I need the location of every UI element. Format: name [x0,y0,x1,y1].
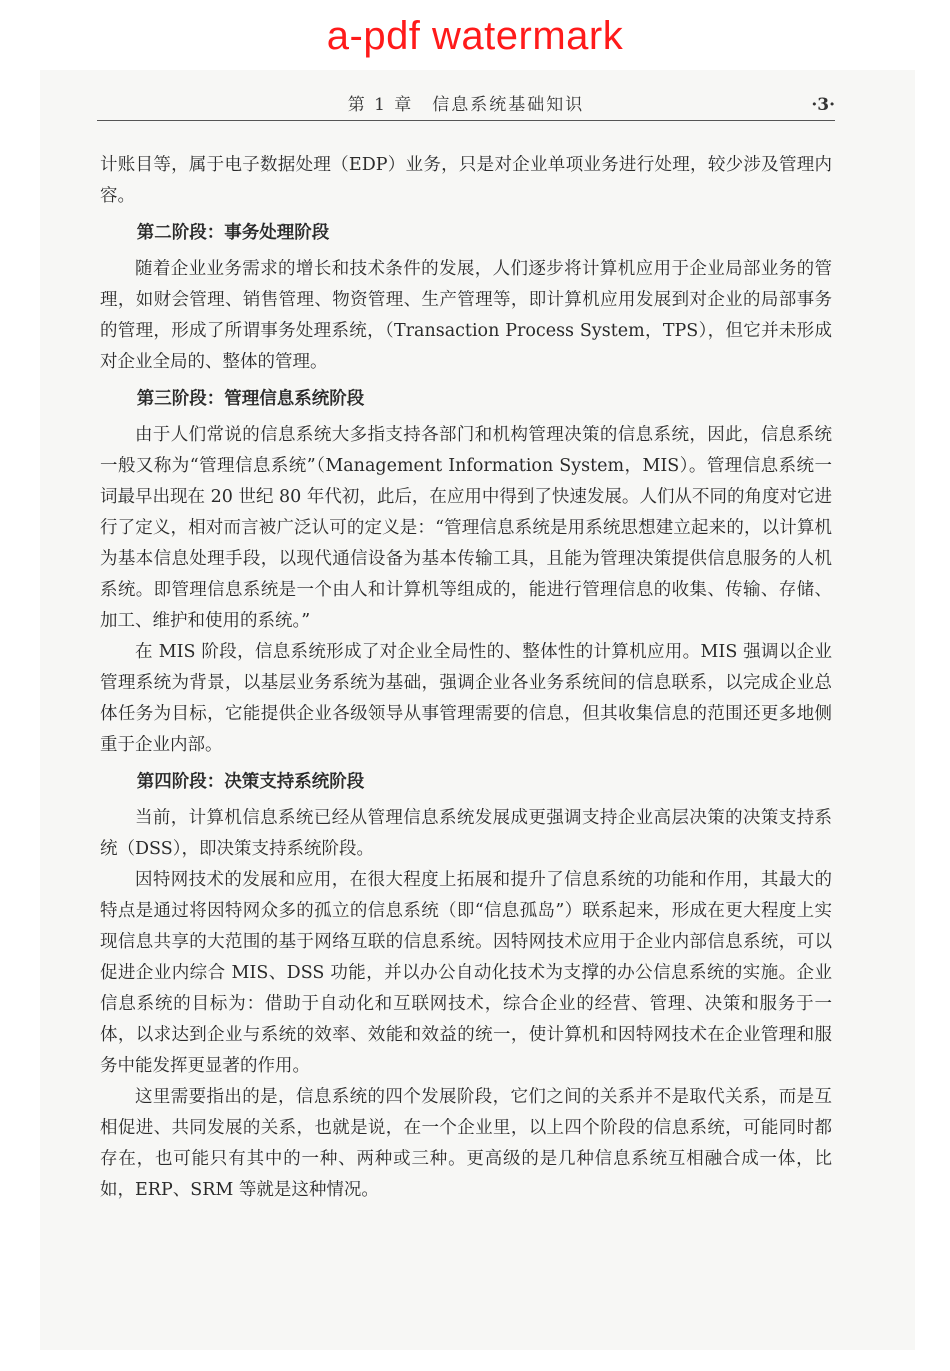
paragraph: 计账目等，属于电子数据处理（EDP）业务，只是对企业单项业务进行处理，较少涉及管理内容。 [100,155,832,206]
watermark: a-pdf watermark [326,14,624,58]
page-number: ·3· [811,95,835,115]
paragraph: 当前，计算机信息系统已经从管理信息系统发展成更强调支持企业高层决策的决策支持系统（DSS），即决策支持系统阶段。 [100,808,832,859]
section-heading: 第三阶段：管理信息系统阶段 [136,389,365,409]
paragraph: 在 MIS 阶段，信息系统形成了对企业全局性的、整体性的计算机应用。MIS 强调以企业管理系统为背景，以基层业务系统为基础，强调企业各业务系统间的信息联系，以完成企业总体任务为目标，它能提供企业各级领导从事管理需要的信息，但其收集信息的范围还更多地侧重于企业内部。 [100,642,832,755]
paragraph: 这里需要指出的是，信息系统的四个发展阶段，它们之间的关系并不是取代关系，而是互相促进、共同发展的关系，也就是说，在一个企业里，以上四个阶段的信息系统，可能同时都存在，也可能只有其中的一种、两种或三种。更高级的是几种信息系统互相融合成一体，比如，ERP、SRM 等就是这种情况。 [100,1087,832,1200]
chapter-title: 第 1 章 信息系统基础知识 [347,95,585,115]
running-header [97,92,835,121]
paragraph: 由于人们常说的信息系统大多指支持各部门和机构管理决策的信息系统，因此，信息系统一般又称为“管理信息系统”（Management Information System，MIS）。管理信息系统一词最早出现在 20 世纪 80 年代初，此后，在应用中得到了快速发展。人们从不同的角度对它进行了定义，相对而言被广泛认可的定义是：“管理信息系统是用系统思想建立起来的，以计算机为基本信息处理手段，以现代通信设备为基本传输工具，且能为管理决策提供信息服务的人机系统。即管理信息系统是一个由人和计算机等组成的，能进行管理信息的收集、传输、存储、加工、维护和使用的系统。” [100,425,832,631]
section-heading: 第二阶段：事务处理阶段 [136,223,330,243]
paragraph: 因特网技术的发展和应用，在很大程度上拓展和提升了信息系统的功能和作用，其最大的特点是通过将因特网众多的孤立的信息系统（即“信息孤岛”）联系起来，形成在更大程度上实现信息共享的大范围的基于网络互联的信息系统。因特网技术应用于企业内部信息系统，可以促进企业内综合 MIS、DSS 功能，并以办公自动化技术为支撑的办公信息系统的实施。企业信息系统的目标为：借助于自动化和互联网技术，综合企业的经营、管理、决策和服务于一体，以求达到企业与系统的效率、效能和效益的统一，使计算机和因特网技术在企业管理和服务中能发挥更显著的作用。 [100,870,832,1076]
paragraph: 随着企业业务需求的增长和技术条件的发展，人们逐步将计算机应用于企业局部业务的管理，如财会管理、销售管理、物资管理、生产管理等，即计算机应用发展到对企业的局部事务的管理，形成了所谓事务处理系统，（Transaction Process System，TPS），但它并未形成对企业全局的、整体的管理。 [100,259,832,372]
body-text [100,150,832,1206]
section-heading: 第四阶段：决策支持系统阶段 [136,772,365,792]
